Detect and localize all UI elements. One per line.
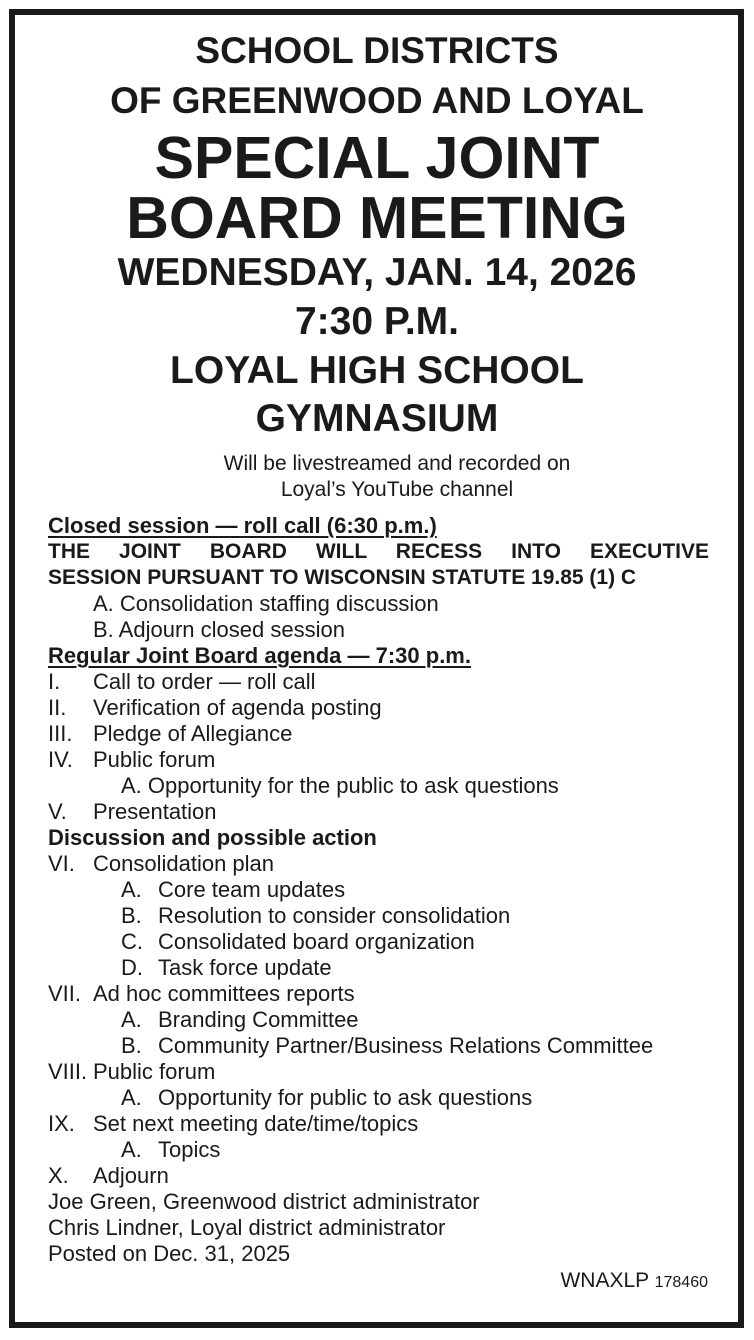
agenda-num: VI.: [48, 851, 75, 876]
agenda-item-vii: [48, 981, 355, 1007]
agenda-item-v: [48, 799, 217, 825]
agenda-item-vi: [48, 851, 274, 877]
sub-letter: A.: [121, 1137, 142, 1162]
title-line-4: BOARD MEETING: [126, 185, 628, 251]
sub-letter: C.: [121, 929, 143, 954]
agenda-item-vii-b: [121, 1033, 653, 1059]
regular-agenda-heading: Regular Joint Board agenda — 7:30 p.m.: [48, 643, 471, 668]
closed-session-heading: Closed session — roll call (6:30 p.m.): [48, 513, 437, 538]
agenda-item-iv-a: A. Opportunity for the public to ask questions: [121, 773, 559, 798]
sub-letter: B.: [121, 1033, 142, 1058]
closed-session-statement-2: SESSION PURSUANT TO WISCONSIN STATUTE 19.85 (1) C: [48, 566, 637, 589]
title-line-2: OF GREENWOOD AND LOYAL: [110, 80, 644, 121]
agenda-num: V.: [48, 799, 67, 824]
livestream-note-1: Will be livestreamed and recorded on: [223, 452, 571, 475]
agenda-item-viii-a: [121, 1085, 532, 1111]
sub-letter: A.: [121, 1007, 142, 1032]
meeting-date: WEDNESDAY, JAN. 14, 2026: [117, 251, 637, 294]
agenda-text: Adjourn: [93, 1163, 169, 1188]
agenda-text: Call to order — roll call: [93, 669, 316, 694]
posted-date: Posted on Dec. 31, 2025: [48, 1241, 291, 1266]
agenda-item-vi-b: [121, 903, 510, 929]
signature-greenwood: Joe Green, Greenwood district administrator: [48, 1189, 480, 1214]
agenda-num: IX.: [48, 1111, 75, 1136]
agenda-item-ix: [48, 1111, 418, 1137]
notice-code: WNAXLP: [560, 1269, 649, 1292]
agenda-item-x: [48, 1163, 169, 1189]
agenda-item-vi-c: [121, 929, 475, 955]
title-line-3: SPECIAL JOINT: [154, 125, 600, 191]
venue-line-1: LOYAL HIGH SCHOOL: [170, 349, 584, 392]
agenda-text: Verification of agenda posting: [93, 695, 382, 720]
livestream-note-2: Loyal’s YouTube channel: [280, 478, 514, 501]
agenda-num: VII.: [48, 981, 82, 1006]
agenda-text: Public forum: [93, 1059, 216, 1084]
agenda-item-vii-a: [121, 1007, 359, 1033]
sub-text: Opportunity for public to ask questions: [158, 1085, 533, 1110]
sub-letter: A.: [121, 1085, 142, 1110]
agenda-item-vi-a: [121, 877, 345, 903]
agenda-text: Public forum: [93, 747, 216, 772]
sub-text: Branding Committee: [158, 1007, 359, 1032]
agenda-item-ix-a: [121, 1137, 220, 1163]
agenda-item-i: [48, 669, 316, 695]
sub-text: Core team updates: [158, 877, 346, 902]
sub-letter: B.: [121, 903, 142, 928]
agenda-num: III.: [48, 721, 73, 746]
discussion-heading: Discussion and possible action: [48, 825, 377, 850]
sub-letter: A.: [121, 877, 142, 902]
agenda-num: X.: [48, 1163, 69, 1188]
venue-line-2: GYMNASIUM: [255, 397, 499, 440]
agenda-item-vi-d: [121, 955, 332, 981]
agenda-text: Presentation: [93, 799, 217, 824]
title-line-1: SCHOOL DISTRICTS: [195, 30, 559, 71]
legal-notice-code: [560, 1268, 708, 1296]
sub-text: Community Partner/Business Relations Committee: [158, 1033, 654, 1058]
closed-item-a: A. Consolidation staffing discussion: [93, 591, 439, 616]
agenda-item-iv: [48, 747, 215, 773]
agenda-text: Pledge of Allegiance: [93, 721, 293, 746]
agenda-num: I.: [48, 669, 61, 694]
agenda-item-iii: [48, 721, 292, 747]
agenda-item-ii: [48, 695, 382, 721]
agenda-text: Set next meeting date/time/topics: [93, 1111, 419, 1136]
sub-text: Topics: [158, 1137, 221, 1162]
meeting-time: 7:30 P.M.: [294, 300, 460, 343]
sub-letter: D.: [121, 955, 143, 980]
agenda-num: VIII.: [48, 1059, 88, 1084]
sub-text: Consolidated board organization: [158, 929, 475, 954]
closed-item-b: B. Adjourn closed session: [93, 617, 345, 642]
agenda-num: II.: [48, 695, 67, 720]
agenda-text: Ad hoc committees reports: [93, 981, 355, 1006]
agenda-item-viii: [48, 1059, 215, 1085]
signature-loyal: Chris Lindner, Loyal district administrator: [48, 1215, 446, 1240]
agenda-text: Consolidation plan: [93, 851, 275, 876]
sub-text: Resolution to consider consolidation: [158, 903, 511, 928]
agenda-num: IV.: [48, 747, 73, 772]
closed-session-statement-1: THE JOINT BOARD WILL RECESS INTO EXECUTIVE: [48, 540, 709, 563]
sub-text: Task force update: [158, 955, 332, 980]
notice-number: 178460: [654, 1274, 708, 1291]
